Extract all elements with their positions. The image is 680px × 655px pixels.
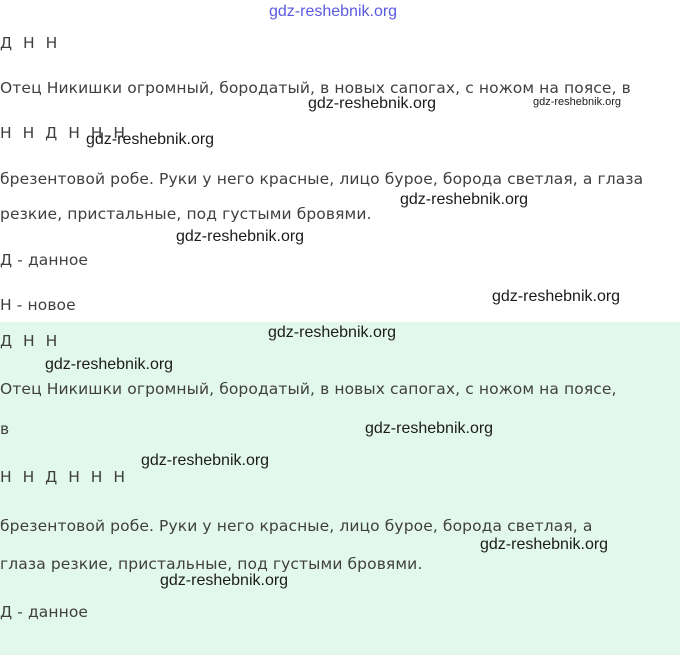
watermark: gdz-reshebnik.org [176, 228, 305, 245]
legend-given: Д - данное [0, 251, 89, 269]
sentence-line-1: Отец Никишки огромный, бородатый, в новых сапогах, с ножом на поясе, [0, 380, 617, 398]
stress-marks-line-2: Н Н Д Н Н Н [0, 124, 129, 142]
watermark: gdz-reshebnik.org [45, 356, 174, 373]
watermark: gdz-reshebnik.org [86, 131, 215, 148]
original-text-block [0, 0, 680, 322]
stress-marks-line-2: Н Н Д Н Н Н [0, 468, 129, 486]
sentence-line-2: брезентовой робе. Руки у него красные, лицо бурое, борода светлая, а глаза [0, 170, 644, 188]
legend-given: Д - данное [0, 603, 89, 621]
watermark: gdz-reshebnik.org [480, 536, 609, 553]
watermark: gdz-reshebnik.org [533, 96, 622, 108]
watermark: gdz-reshebnik.org [160, 572, 289, 589]
stress-marks-line-1: Д Н Н [0, 332, 61, 350]
watermark: gdz-reshebnik.org [400, 191, 529, 208]
watermark: gdz-reshebnik.org [365, 420, 494, 437]
sentence-line-3: глаза резкие, пристальные, под густыми бровями. [0, 555, 423, 573]
watermark-header: gdz-reshebnik.org [269, 3, 398, 20]
watermark: gdz-reshebnik.org [141, 452, 270, 469]
legend-new: Н - новое [0, 296, 76, 314]
watermark: gdz-reshebnik.org [268, 324, 397, 341]
sentence-line-1-continued: в [0, 420, 10, 438]
stress-marks-line-1: Д Н Н [0, 34, 61, 52]
sentence-line-3: резкие, пристальные, под густыми бровями. [0, 205, 372, 223]
sentence-line-1: Отец Никишки огромный, бородатый, в новых сапогах, с ножом на поясе, в [0, 79, 631, 97]
watermark: gdz-reshebnik.org [492, 288, 621, 305]
watermark: gdz-reshebnik.org [308, 95, 437, 112]
sentence-line-2: брезентовой робе. Руки у него красные, лицо бурое, борода светлая, а [0, 517, 593, 535]
